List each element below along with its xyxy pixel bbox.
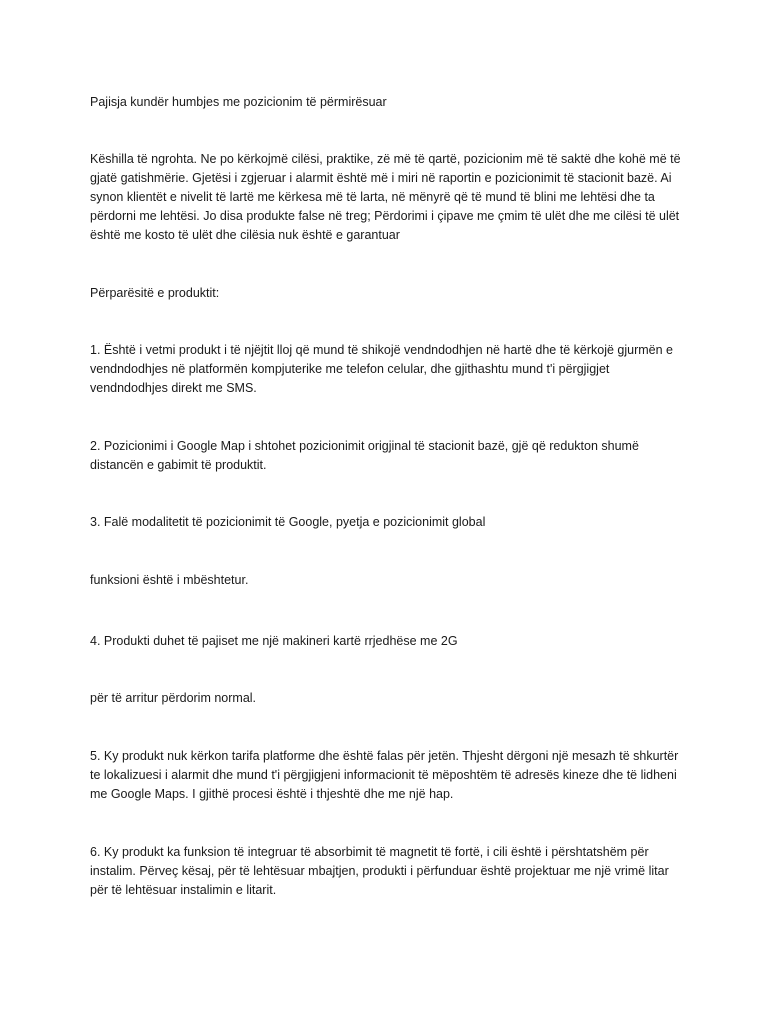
advantage-item-6: 6. Ky produkt ka funksion të integruar të absorbimit të magnetit të fortë, i cili është i përshtatshëm për instalim. Përveç kësaj, për të lehtësuar mbajtjen, produkti i përfunduar është projektuar me një vrimë litar për të lehtësuar instalimin e litarit. — [90, 845, 669, 897]
advantage-item-2: 2. Pozicionimi i Google Map i shtohet pozicionimit origjinal të stacionit bazë, gjë që redukton shumë distancën e gabimit të produktit. — [90, 439, 639, 472]
advantage-item-1: 1. Është i vetmi produkt i të njëjtit lloj që mund të shikojë vendndodhjen në hartë dhe të kërkojë gjurmën e vendndodhjes në platformën kompjuterike me telefon celular, dhe gjithashtu mund t'i përgjigjet vendndodhjes direkt me SMS. — [90, 343, 673, 395]
document-title: Pajisja kundër humbjes me pozicionim të përmirësuar — [90, 95, 387, 109]
advantages-heading: Përparësitë e produktit: — [90, 286, 220, 300]
advantage-item-3: 3. Falë modalitetit të pozicionimit të Google, pyetja e pozicionimit global — [90, 515, 486, 529]
advantage-item-4: 4. Produkti duhet të pajiset me një makineri kartë rrjedhëse me 2G — [90, 634, 458, 648]
advantage-item-4-continuation: për të arritur përdorim normal. — [90, 691, 257, 705]
advantage-item-3-continuation: funksioni është i mbështetur. — [90, 573, 249, 587]
advantage-item-5: 5. Ky produkt nuk kërkon tarifa platforme dhe është falas për jetën. Thjesht dërgoni një mesazh të shkurtër te lokalizuesi i alarmit dhe mund t'i përgjigjeni informacionit të mëposhtëm të adresës kineze dhe të lidheni me Google Maps. I gjithë procesi është i thjeshtë dhe me një hap. — [90, 749, 679, 801]
intro-paragraph: Këshilla të ngrohta. Ne po kërkojmë cilësi, praktike, zë më të qartë, pozicionim më të saktë dhe kohë më të gjatë gatishmërie. Gjetësi i zgjeruar i alarmit është më i miri në raportin e pozicionimit të stacionit bazë. Ai synon klientët e nivelit të lartë me kërkesa më të larta, në mënyrë që të mund të blini me lehtësi dhe ta përdorni me lehtësi. Jo disa produkte false në treg; Përdorimi i çipave me çmim të ulët dhe me cilësi të ulët është me kosto të ulët dhe cilësia nuk është e garantuar — [90, 152, 681, 242]
